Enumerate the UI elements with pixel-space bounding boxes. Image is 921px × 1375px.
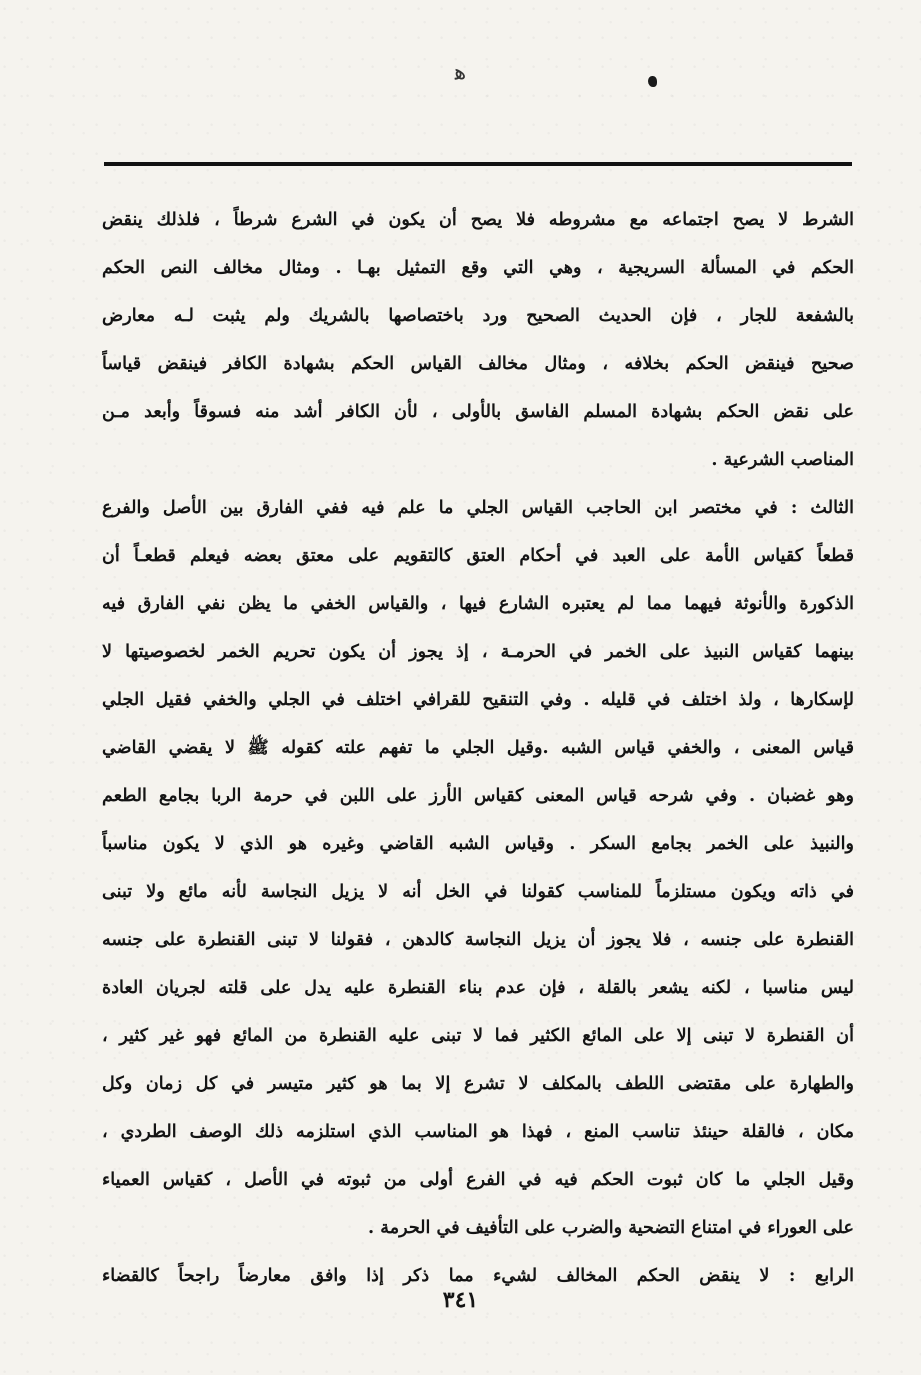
- text-line: الحكم في المسألة السريجية ، وهي التي وقع التمثيل بهـا . ومثال مخالف النص الحكم: [102, 257, 854, 278]
- text-line: بينهما كقياس النبيذ على الخمر في الحرمـة ، إذ يجوز أن يكون تحريم الخمر لخصوصيتها لا: [102, 641, 854, 662]
- text-line: الثالث : في مختصر ابن الحاجب القياس الجلي ما علم فيه ففي الفارق بين الأصل والفرع: [102, 497, 854, 518]
- text-line: على نقض الحكم بشهادة المسلم الفاسق بالأولى ، لأن الكافر أشد منه فسوقاً وأبعد مـن: [102, 401, 854, 422]
- header-ornament: [440, 58, 680, 98]
- text-line: وهو غضبان . وفي شرحه قياس المعنى كقياس الأرز على اللبن في حرمة الربا بجامع الطعم: [102, 785, 854, 806]
- header-rule: [104, 162, 852, 166]
- text-line: ليس مناسبا ، لكنه يشعر بالقلة ، فإن عدم بناء القنطرة عليه يدل على قلته لجريان العادة: [102, 977, 854, 998]
- text-line: أن القنطرة لا تبنى إلا على المائع الكثير فما لا تبنى عليه القنطرة من المائع فهو غير كثير ،: [102, 1025, 854, 1046]
- text-line: القنطرة على جنسه ، فلا يجوز أن يزيل النجاسة كالدهن ، فقولنا لا تبنى القنطرة على جنسه: [102, 929, 854, 950]
- text-line: وقيل الجلي ما كان ثبوت الحكم فيه في الفرع أولى من ثبوته في الأصل ، كقياس العمياء: [102, 1169, 854, 1190]
- header-squiggle-mark: ﻫ: [452, 59, 468, 86]
- text-line: مكان ، فالقلة حينئذ تناسب المنع ، فهذا هو المناسب الذي استلزمه ذلك الوصف الطردي ،: [102, 1121, 854, 1142]
- text-line: والنبيذ على الخمر بجامع السكر . وقياس الشبه القاضي وغيره هو الذي لا يكون مناسباً: [102, 833, 854, 854]
- text-line: الشرط لا يصح اجتماعه مع مشروطه فلا يصح أن يكون في الشرع شرطاً ، فلذلك ينقض: [102, 209, 854, 230]
- text-line: قياس المعنى ، والخفي قياس الشبه .وقيل الجلي ما تفهم علته كقوله ﷺ لا يقضي القاضي: [102, 737, 854, 758]
- text-line: بالشفعة للجار ، فإن الحديث الصحيح ورد باختصاصها بالشريك ولم يثبت لـه معارض: [102, 305, 854, 326]
- header-ink-dot: [648, 76, 657, 87]
- body-text: [102, 196, 854, 1300]
- page-number: ٣٤١: [442, 1287, 479, 1313]
- text-line: في ذاته ويكون مستلزماً للمناسب كقولنا في الخل أنه لا يزيل النجاسة لأنه مائع ولا تبنى: [102, 881, 854, 902]
- text-line: والطهارة على مقتضى اللطف بالمكلف لا تشرع إلا بما هو كثير متيسر في كل زمان وكل: [102, 1073, 854, 1094]
- text-line: لإسكارها ، ولذ اختلف في قليله . وفي التنقيح للقرافي اختلف في الجلي والخفي فقيل الجلي: [102, 689, 854, 710]
- text-line: قطعاً كقياس الأمة على العبد في أحكام العتق كالتقويم على معتق بعضه فيعلم قطعـاً أن: [102, 545, 854, 566]
- text-line: الذكورة والأنوثة فيهما مما لم يعتبره الشارع فيها ، والقياس الخفي ما يظن نفي الفارق فيه: [102, 593, 854, 614]
- text-line: صحيح فينقض الحكم بخلافه ، ومثال مخالف القياس الحكم بشهادة الكافر فينقض قياساً: [102, 353, 854, 374]
- text-line: على العوراء في امتناع التضحية والضرب على التأفيف في الحرمة .: [368, 1217, 854, 1238]
- text-line: الرابع : لا ينقض الحكم المخالف لشيء مما ذكر إذا وافق معارضاً راجحاً كالقضاء: [102, 1265, 854, 1286]
- text-line: المناصب الشرعية .: [711, 449, 854, 470]
